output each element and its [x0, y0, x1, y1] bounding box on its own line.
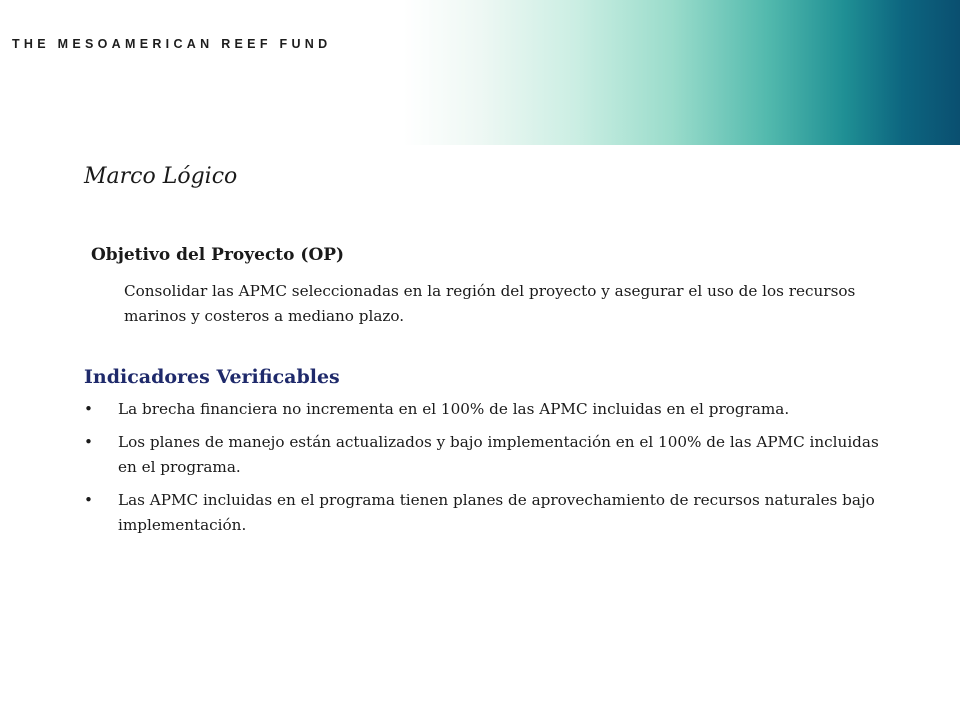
indicator-text: Las APMC incluidas en el programa tienen planes de aprovechamiento de recursos naturales bajo implementación.	[118, 491, 875, 534]
indicator-text: La brecha financiera no incrementa en el 100% de las APMC incluidas en el programa.	[118, 400, 790, 418]
brand-wordmark: THE MESOAMERICAN REEF FUND	[12, 37, 332, 51]
indicator-item	[84, 488, 884, 538]
indicator-text: Los planes de manejo están actualizados y bajo implementación en el 100% de las APMC incluidas en el programa.	[118, 433, 879, 476]
objective-text: Consolidar las APMC seleccionadas en la región del proyecto y asegurar el uso de los recursos marinos y costeros a mediano plazo.	[124, 282, 856, 325]
indicators-list	[84, 397, 884, 546]
bullet-icon: •	[84, 433, 93, 451]
bullet-icon: •	[84, 491, 93, 509]
indicators-heading: Indicadores Verificables	[84, 366, 340, 388]
indicator-item	[84, 430, 884, 480]
bullet-icon: •	[84, 400, 93, 418]
header-gradient-banner	[0, 0, 960, 145]
indicator-item	[84, 397, 884, 422]
slide-title: Marco Lógico	[84, 164, 238, 189]
objective-heading: Objetivo del Proyecto (OP)	[91, 245, 345, 265]
